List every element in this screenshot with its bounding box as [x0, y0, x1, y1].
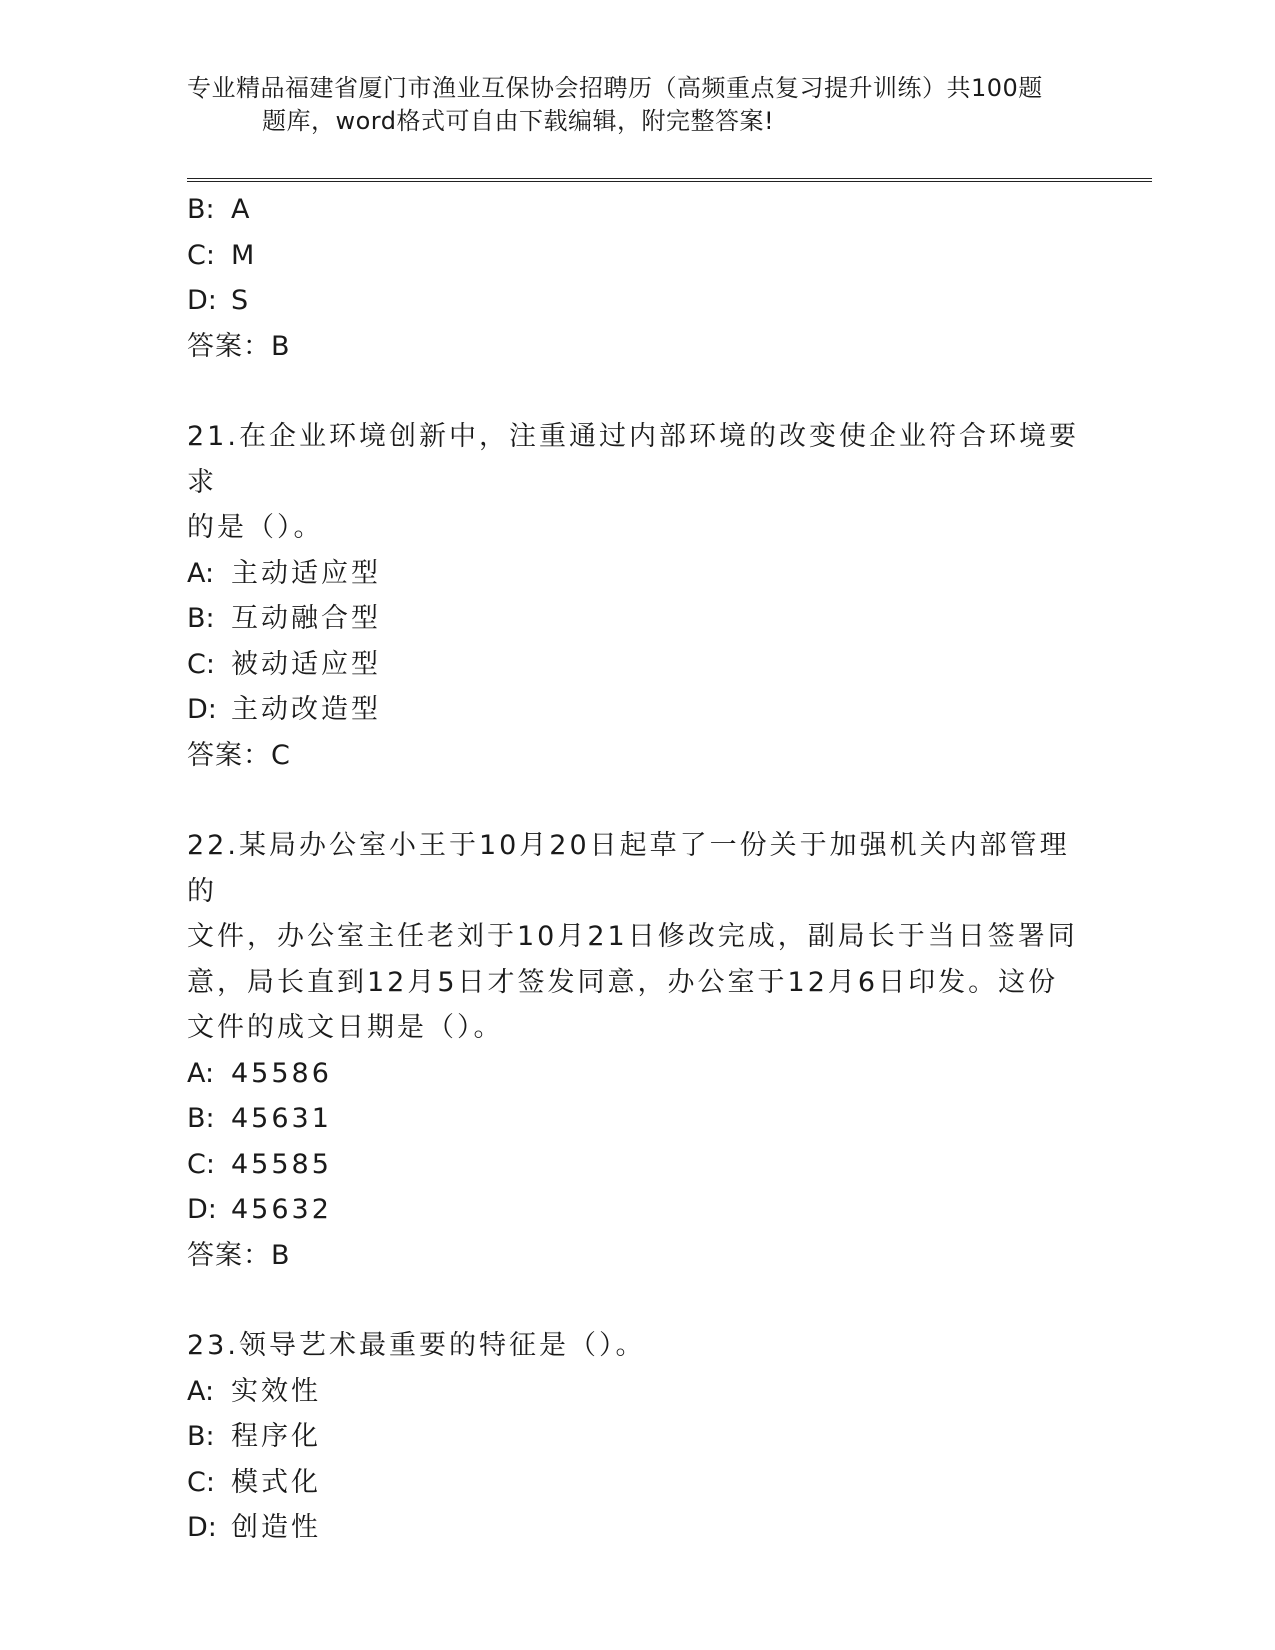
option-b: B: A	[187, 194, 253, 225]
option-d: D: S	[187, 285, 252, 316]
question-list	[187, 187, 1087, 1551]
option-b: B: 45631	[187, 1103, 332, 1134]
option-b: B: 程序化	[187, 1421, 321, 1452]
header-title-line-2: 题库，word格式可自由下载编辑，附完整答案!	[262, 107, 775, 135]
header-divider	[187, 178, 1152, 182]
option-c: C: 被动适应型	[187, 648, 381, 680]
question-stem-line: 23.领导艺术最重要的特征是（）。	[187, 1330, 646, 1361]
option-c: C: M	[187, 239, 258, 271]
option-d: D: 创造性	[187, 1512, 321, 1543]
option-a: A: 主动适应型	[187, 557, 381, 589]
option-c: C: 45585	[187, 1148, 332, 1180]
page-header	[187, 72, 1067, 138]
option-d: D: 主动改造型	[187, 694, 381, 725]
question-stem-line: 22.某局办公室小王于10月20日起草了一份关于加强机关内部管理的	[187, 830, 1070, 907]
question-stem-line: 意，局长直到12月5日才签发同意，办公室于12月6日印发。这份	[187, 966, 1059, 998]
answer: 答案：B	[187, 330, 291, 362]
option-a: A: 实效性	[187, 1375, 321, 1407]
question-stem-line: 文件的成文日期是（）。	[187, 1012, 504, 1043]
header-title-line-1: 专业精品福建省厦门市渔业互保协会招聘历（高频重点复习提升训练）共100题	[187, 74, 1043, 102]
question-20-tail	[187, 187, 1087, 369]
option-c: C: 模式化	[187, 1466, 321, 1498]
question-22	[187, 823, 1087, 1278]
question-stem-line: 21.在企业环境创新中，注重通过内部环境的改变使企业符合环境要求	[187, 421, 1079, 498]
option-d: D: 45632	[187, 1194, 332, 1225]
question-stem-line: 的是（）。	[187, 512, 324, 543]
question-23	[187, 1323, 1087, 1551]
answer: 答案：C	[187, 739, 291, 771]
option-b: B: 互动融合型	[187, 603, 381, 634]
answer: 答案：B	[187, 1239, 291, 1271]
question-stem-line: 文件，办公室主任老刘于10月21日修改完成，副局长于当日签署同	[187, 921, 1078, 952]
option-a: A: 45586	[187, 1057, 332, 1089]
question-21	[187, 414, 1087, 778]
